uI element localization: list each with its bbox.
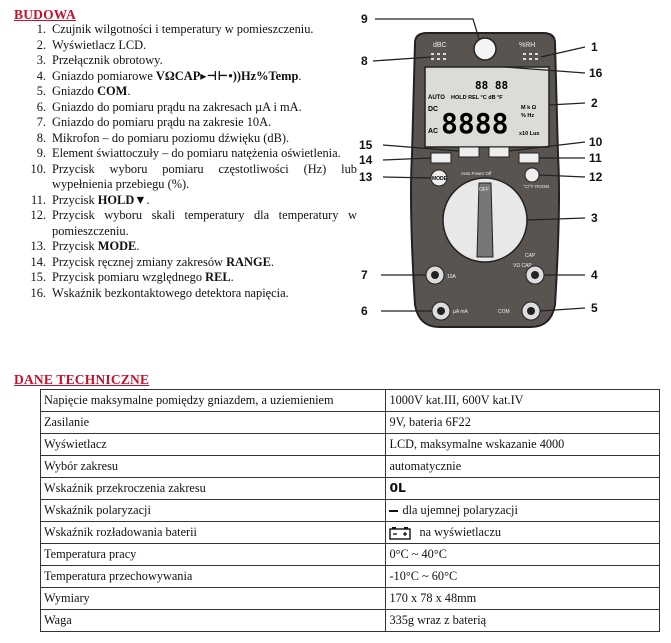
battery-icon xyxy=(389,527,411,540)
spec-key: Wskaźnik przekroczenia zakresu xyxy=(41,478,386,500)
callout-15: 15 xyxy=(359,138,373,152)
spec-key: Zasilanie xyxy=(41,412,386,434)
spec-value: 170 x 78 x 48mm xyxy=(386,588,660,610)
list-item xyxy=(12,162,357,193)
callout-3: 3 xyxy=(591,211,598,225)
table-row xyxy=(41,390,660,412)
jack-vohm-hole xyxy=(531,271,539,279)
table-row xyxy=(41,566,660,588)
item-text-pre: Przycisk ręcznej zmiany zakresów xyxy=(52,254,227,269)
item-text-pre: Gniazdo pomiarowe xyxy=(52,68,156,83)
item-number: 2. xyxy=(36,37,46,52)
table-row xyxy=(41,412,660,434)
item-number: 16. xyxy=(30,285,46,300)
item-number: 13. xyxy=(30,239,46,253)
item-text-post: . xyxy=(127,84,131,98)
item-text: Element świattoczuły – do pomiaru natężenia oświetlenia. xyxy=(52,146,341,160)
item-text-bold: VΩCAP▸⊣⊢•))Hz%Temp xyxy=(155,68,299,83)
item-number: 1. xyxy=(36,22,46,36)
spec-value xyxy=(386,522,660,544)
item-text: Przełącznik obrotowy. xyxy=(52,53,163,67)
lcd-main-digits: 8888 xyxy=(441,107,509,140)
item-number: 14. xyxy=(30,254,46,269)
jack-com-hole xyxy=(527,307,535,315)
section-title-budowa: BUDOWA xyxy=(14,7,76,22)
item-text-post: . xyxy=(136,239,140,253)
table-row xyxy=(41,478,660,500)
list-item xyxy=(12,255,357,271)
spec-key: Wyświetlacz xyxy=(41,434,386,456)
item-text-bold: RANGE xyxy=(226,254,271,269)
callout-5: 5 xyxy=(591,301,598,315)
callout-2: 2 xyxy=(591,96,598,110)
item-text: Wyświetlacz LCD. xyxy=(52,37,147,52)
spec-value: 1000V kat.III, 600V kat.IV xyxy=(386,390,660,412)
table-row xyxy=(41,610,660,632)
list-item xyxy=(12,38,357,54)
label-rh: %RH xyxy=(519,42,536,49)
callout-8: 8 xyxy=(361,54,368,68)
callout-14: 14 xyxy=(359,153,373,167)
callout-16: 16 xyxy=(589,66,603,80)
room-label: °C/°F ROOM xyxy=(523,184,550,189)
item-text-bold: MODE xyxy=(97,239,137,253)
item-text xyxy=(52,270,357,286)
spec-value: -10°C ~ 60°C xyxy=(386,566,660,588)
spec-key: Temperatura pracy xyxy=(41,544,386,566)
tech-specs-table xyxy=(40,389,660,632)
hz-button xyxy=(489,147,509,157)
callout-7: 7 xyxy=(361,268,368,282)
table-row xyxy=(41,544,660,566)
list-item xyxy=(12,69,357,85)
list-item xyxy=(12,84,357,100)
section-title-dane: DANE TECHNICZNE xyxy=(14,372,150,387)
spec-key: Napięcie maksymalne pomiędzy gniazdem, a uziemieniem xyxy=(41,390,386,412)
item-text xyxy=(52,193,357,209)
item-text-post: . xyxy=(270,254,274,269)
list-item xyxy=(12,239,357,255)
item-text xyxy=(52,255,357,271)
lcd-auto: AUTO xyxy=(428,95,445,101)
list-item xyxy=(12,208,357,239)
lcd-units: M k Ω xyxy=(521,105,537,111)
item-number: 8. xyxy=(36,130,46,145)
callout-12: 12 xyxy=(589,170,603,184)
item-text xyxy=(52,69,357,85)
jack-uama-hole xyxy=(437,307,445,315)
spec-value: 9V, bateria 6F22 xyxy=(386,412,660,434)
item-text-post: . xyxy=(146,192,150,207)
spec-key: Wskaźnik polaryzacji xyxy=(41,500,386,522)
spec-key: Wymiary xyxy=(41,588,386,610)
dial-cap: CAP xyxy=(525,253,536,259)
jack-vohm-label: VΩ CAP xyxy=(513,263,532,269)
jack-10a-label: 10A xyxy=(447,274,456,280)
item-text: Gniazdo do pomiaru prądu na zakresach µA i mA. xyxy=(52,99,302,114)
item-number: 11. xyxy=(30,192,46,207)
table-row xyxy=(41,456,660,478)
table-row xyxy=(41,588,660,610)
item-text: Przycisk wyboru skali temperatury dla temperatury w pomieszczeniu. xyxy=(52,208,357,238)
room-button xyxy=(525,168,539,182)
item-number: 4. xyxy=(36,68,46,83)
item-number: 6. xyxy=(36,99,46,114)
mode-label: MODE xyxy=(432,176,447,182)
auto-off-label: Auto Power Off xyxy=(461,171,492,176)
spec-key: Wybór zakresu xyxy=(41,456,386,478)
rel-button xyxy=(459,147,479,157)
item-number: 9. xyxy=(36,146,46,160)
item-text xyxy=(52,239,357,255)
jack-uama-label: µA mA xyxy=(453,309,468,315)
label-dbc: dBC xyxy=(433,42,447,49)
spec-key: Waga xyxy=(41,610,386,632)
item-text-bold: HOLD▼ xyxy=(97,192,147,207)
lcd-hz: % Hz xyxy=(521,113,535,119)
callout-13: 13 xyxy=(359,170,373,184)
spec-key: Temperatura przechowywania xyxy=(41,566,386,588)
polarity-text: dla ujemnej polaryzacji xyxy=(402,503,518,517)
spec-value: automatycznie xyxy=(386,456,660,478)
rotary-knob xyxy=(477,183,493,257)
item-text-pre: Przycisk pomiaru względnego xyxy=(52,270,206,284)
list-item xyxy=(12,193,357,209)
multimeter-diagram xyxy=(355,5,665,335)
lcd-lux: x10 Lux xyxy=(519,131,540,137)
item-number: 10. xyxy=(30,161,46,176)
light-sensor xyxy=(474,38,496,60)
spec-value: 0°C ~ 40°C xyxy=(386,544,660,566)
item-text: Gniazdo do pomiaru prądu na zakresie 10A. xyxy=(52,115,272,129)
lcd-small-digits: 88 88 xyxy=(475,79,509,92)
table-row xyxy=(41,434,660,456)
item-text-pre: Przycisk xyxy=(52,239,98,253)
spec-value xyxy=(386,478,660,500)
callout-1: 1 xyxy=(591,40,598,54)
item-text-bold: REL xyxy=(205,270,231,284)
item-text: Czujnik wilgotności i temperatury w pomieszczeniu. xyxy=(52,22,314,36)
item-text: Przycisk wyboru pomiaru częstotliwości (Hz) lub wypełnienia przebiegu (%). xyxy=(52,161,357,191)
item-text xyxy=(52,84,357,100)
dial-off: OFF xyxy=(479,187,489,193)
list-item xyxy=(12,53,357,69)
item-number: 5. xyxy=(36,84,46,98)
callout-6: 6 xyxy=(361,304,368,318)
item-text: Wskaźnik bezkontaktowego detektora napięcia. xyxy=(52,285,289,300)
jack-com-label: COM xyxy=(498,309,510,315)
item-text-post: . xyxy=(230,270,234,284)
lcd-ac: AC xyxy=(428,128,439,135)
lcd-hold: HOLD REL °C dB °F xyxy=(451,95,503,101)
callout-11: 11 xyxy=(589,151,602,165)
spec-key: Wskaźnik rozładowania baterii xyxy=(41,522,386,544)
spec-value: LCD, maksymalne wskazanie 4000 xyxy=(386,434,660,456)
item-number: 3. xyxy=(36,53,46,67)
list-item xyxy=(12,22,357,38)
item-text-bold: COM xyxy=(97,84,128,98)
list-item xyxy=(12,131,357,147)
table-row xyxy=(41,500,660,522)
lcd-dc: DC xyxy=(428,106,439,113)
item-text: Mikrofon – do pomiaru poziomu dźwięku (dB). xyxy=(52,130,290,145)
item-text-pre: Gniazdo xyxy=(52,84,98,98)
list-item xyxy=(12,100,357,116)
list-item xyxy=(12,286,357,302)
battery-text: na wyświetlaczu xyxy=(419,525,502,539)
callout-4: 4 xyxy=(591,268,598,282)
parts-list xyxy=(12,22,357,301)
list-item xyxy=(12,146,357,162)
hold-button xyxy=(519,153,539,163)
jack-10a-hole xyxy=(431,271,439,279)
table-row xyxy=(41,522,660,544)
callout-10: 10 xyxy=(589,135,603,149)
minus-sign-icon xyxy=(389,510,398,512)
item-text-pre: Przycisk xyxy=(52,192,98,207)
item-text-post: . xyxy=(298,68,302,83)
overload-indicator: 0L xyxy=(389,481,406,495)
item-number: 15. xyxy=(30,270,46,284)
item-number: 7. xyxy=(36,115,46,129)
list-item xyxy=(12,115,357,131)
item-number: 12. xyxy=(30,208,46,222)
spec-value xyxy=(386,500,660,522)
range-button xyxy=(431,153,451,163)
list-item xyxy=(12,270,357,286)
spec-value: 335g wraz z baterią xyxy=(386,610,660,632)
callout-9: 9 xyxy=(361,12,368,26)
